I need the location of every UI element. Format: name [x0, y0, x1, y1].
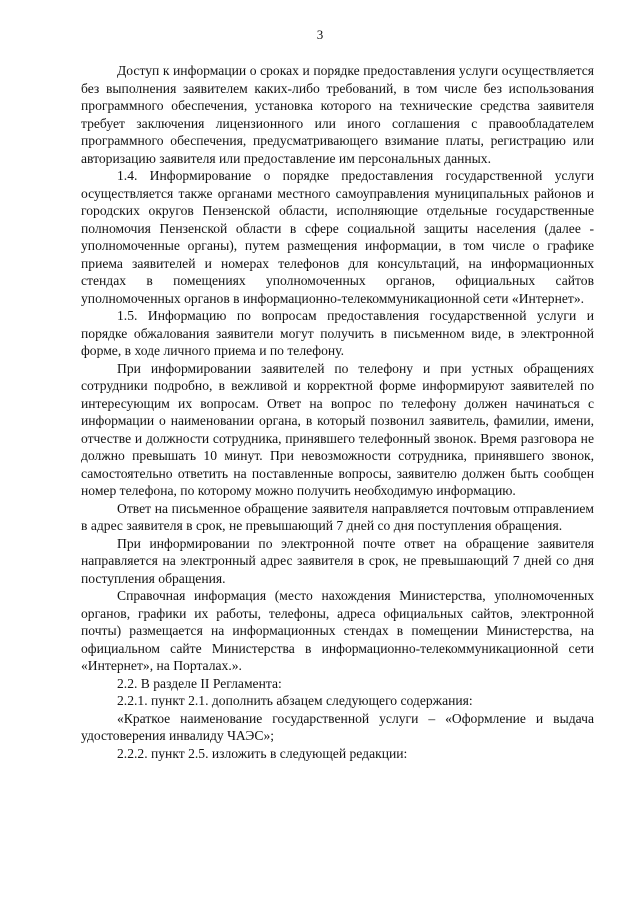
paragraph-2-2: 2.2. В разделе II Регламента:	[117, 675, 282, 691]
document-body	[81, 62, 594, 762]
paragraph-1-5: 1.5. Информацию по вопросам предоставления государственной услуги и порядке обжалования заявители могут получить в письменном виде, в электронной форме, в ходе личного приема и по телефону.	[81, 308, 594, 358]
paragraph-email-reply: При информировании по электронной почте ответ на обращение заявителя направляется на электронный адрес заявителя в срок, не превышающий 7 дней со дня поступления обращения.	[81, 535, 594, 586]
paragraph-short-name: «Краткое наименование государственной услуги – «Оформление и выдача удостоверения инвалиду ЧАЭС»;	[81, 710, 594, 743]
paragraph-2-2-2: 2.2.2. пункт 2.5. изложить в следующей редакции:	[117, 745, 408, 761]
paragraph-2-2-1: 2.2.1. пункт 2.1. дополнить абзацем следующего содержания:	[117, 693, 473, 708]
paragraph-written-reply: Ответ на письменное обращение заявителя направляется почтовым отправлением в адрес заявителя в срок, не превышающий 7 дней со дня поступления обращения.	[81, 500, 594, 533]
paragraph-reference-info: Справочная информация (место нахождения Министерства, уполномоченных органов, графики их работы, телефоны, адреса официальных сайтов, электронной почты) размещается на информационных стендах в помещении Министерства, на официальном сайте Министерства в информационно-телекоммуникационной сети «Интернет», на Порталах.».	[81, 588, 594, 673]
paragraph-access-info: Доступ к информации о сроках и порядке предоставления услуги осуществляется без выполнения заявителем каких-либо требований, в том числе без использования программного обеспечения, установка которого на технические средства заявителя требует заключения лицензионного или иного соглашения с правообладателем программного обеспечения, предусматривающего взимание платы, регистрацию или авторизацию заявителя или предоставление им персональных данных.	[81, 63, 594, 166]
paragraph-1-4: 1.4. Информирование о порядке предоставления государственной услуги осуществляется также органами местного самоуправления муниципальных районов и городских округов Пензенской области, исполняющие отдельные государственные полномочия Пензенской области в сфере социальной защиты населения (далее - уполномоченные органы), путем размещения информации, в том числе о графике приема заявителей и номерах телефонов для консультаций, на информационных стендах в помещениях уполномоченных органов, официальных сайтов уполномоченных органов в информационно-телекоммуникационной сети «Интернет».	[81, 168, 594, 306]
paragraph-phone-info: При информировании заявителей по телефону и при устных обращениях сотрудники подробно, в вежливой и корректной форме информируют заявителей по интересующим их вопросам. Ответ на вопрос по телефону должен начинаться с информации о наименовании органа, в который позвонил заявитель, фамилии, имени, отчестве и должности сотрудника, принявшего телефонный звонок. Время разговора не должно превышать 10 минут. При невозможности сотрудника, принявшего звонок, самостоятельно ответить на поставленные вопросы, заявителю должен быть сообщен номер телефона, по которому можно получить необходимую информацию.	[81, 360, 594, 498]
page-number: 3	[316, 27, 324, 42]
